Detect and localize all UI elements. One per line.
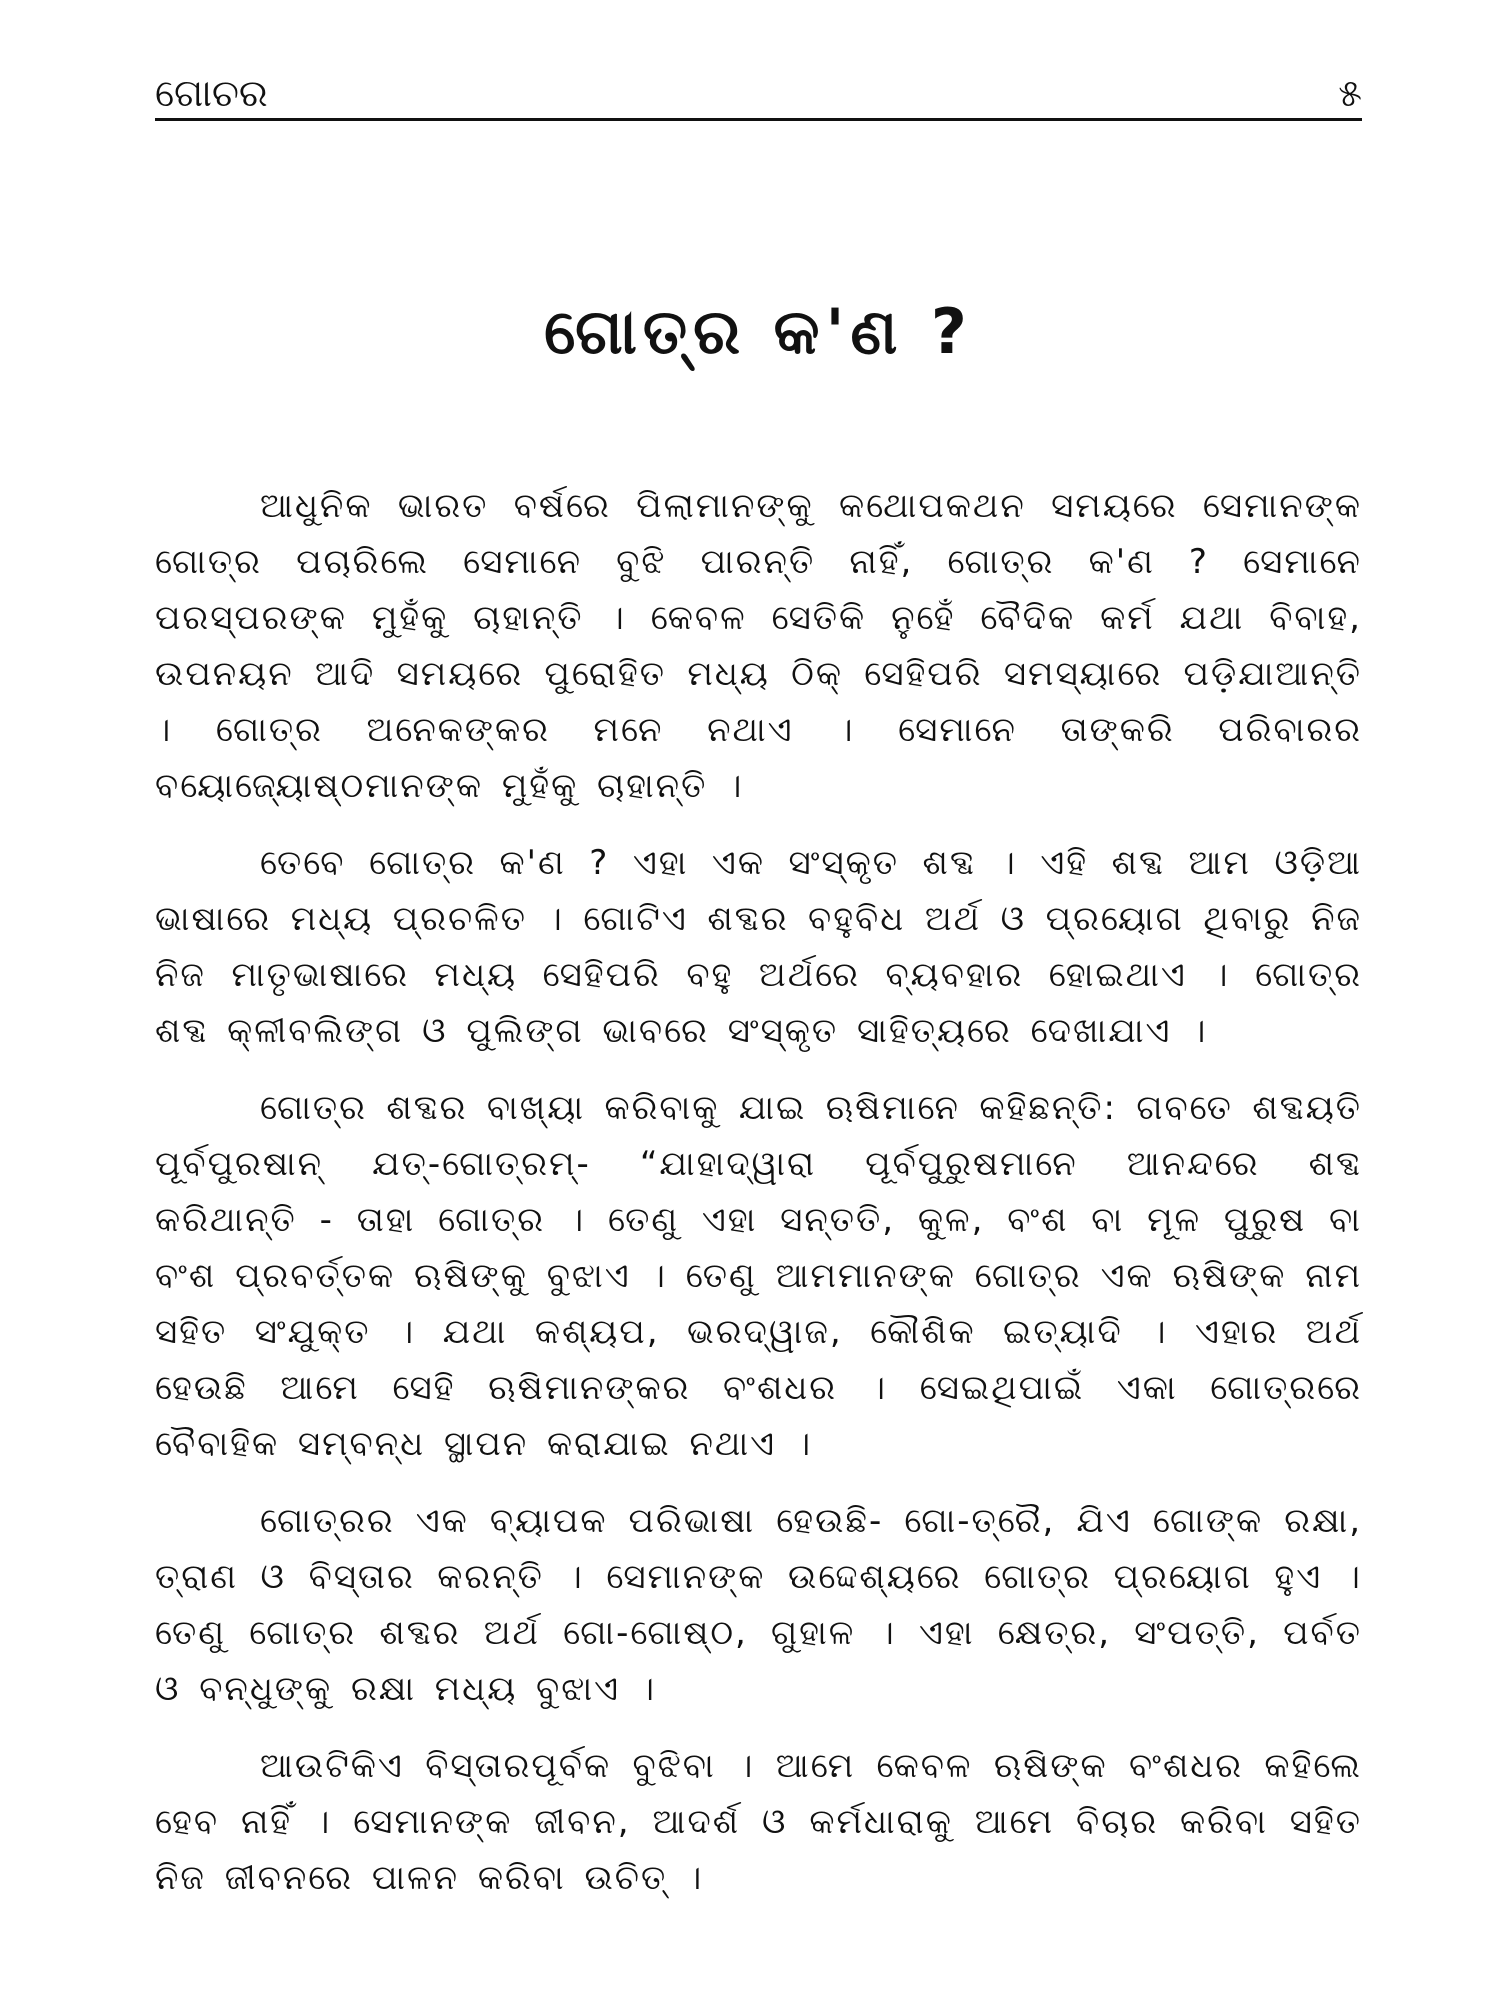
page-number: ୫	[1338, 71, 1362, 115]
chapter-title: ଗୋତ୍ର କ'ଣ ?	[544, 295, 973, 368]
paragraph-5: ଆଉଟିକିଏ ବିସ୍ତାରପୂର୍ବକ ବୁଝିବା । ଆମେ କେବଳ ଋଷିଙ୍କ ବଂଶଧର କହିଲେ ହେବ ନାହିଁ । ସେମାନଙ୍କ ଜୀବନ, ଆଦର୍ଶ ଓ କର୍ମଧାରାକୁ ଆମେ ବିଚାର କରିବା ସହିତ ନିଜ ଜୀବନରେ ପାଳନ କରିବା ଉଚିତ୍ ।	[155, 1746, 1362, 1898]
body-text	[155, 478, 1362, 1958]
paragraph-2: ତେବେ ଗୋତ୍ର କ'ଣ ? ଏହା ଏକ ସଂସ୍କୃତ ଶବ୍ଦ । ଏହି ଶବ୍ଦ ଆମ ଓଡ଼ିଆ ଭାଷାରେ ମଧ୍ୟ ପ୍ରଚଳିତ । ଗୋଟିଏ ଶବ୍ଦର ବହୁବିଧ ଅର୍ଥ ଓ ପ୍ରୟୋଗ ଥିବାରୁ ନିଜ ନିଜ ମାତୃଭାଷାରେ ମଧ୍ୟ ସେହିପରି ବହୁ ଅର୍ଥରେ ବ୍ୟବହାର ହୋଇଥାଏ । ଗୋତ୍ର ଶବ୍ଦ କ୍ଳୀବଲିଙ୍ଗ ଓ ପୁଲିଙ୍ଗ ଭାବରେ ସଂସ୍କୃତ ସାହିତ୍ୟରେ ଦେଖାଯାଏ ।	[155, 843, 1362, 1051]
paragraph-1: ଆଧୁନିକ ଭାରତ ବର୍ଷରେ ପିଲାମାନଙ୍କୁ କଥୋପକଥନ ସମୟରେ ସେମାନଙ୍କ ଗୋତ୍ର ପଚାରିଲେ ସେମାନେ ବୁଝି ପାରନ୍ତି ନାହିଁ, ଗୋତ୍ର କ'ଣ ? ସେମାନେ ପରସ୍ପରଙ୍କ ମୁହଁକୁ ଚାହାନ୍ତି । କେବଳ ସେତିକି ନୁହେଁ ବୈଦିକ କର୍ମ ଯଥା ବିବାହ, ଉପନୟନ ଆଦି ସମୟରେ ପୁରୋହିତ ମଧ୍ୟ ଠିକ୍ ସେହିପରି ସମସ୍ୟାରେ ପଡ଼ିଯାଆନ୍ତି । ଗୋତ୍ର ଅନେକଙ୍କର ମନେ ନଥାଏ । ସେମାନେ ତାଙ୍କରି ପରିବାରର ବୟୋଜ୍ୟୋଷ୍ଠମାନଙ୍କ ମୁହଁକୁ ଚାହାନ୍ତି ।	[155, 486, 1362, 806]
paragraph-4: ଗୋତ୍ରର ଏକ ବ୍ୟାପକ ପରିଭାଷା ହେଉଛି- ଗୋ-ତ୍ରୈ, ଯିଏ ଗୋଙ୍କ ରକ୍ଷା, ତ୍ରାଣ ଓ ବିସ୍ତାର କରନ୍ତି । ସେମାନଙ୍କ ଉଦ୍ଦେଶ୍ୟରେ ଗୋତ୍ର ପ୍ରୟୋଗ ହୁଏ । ତେଣୁ ଗୋତ୍ର ଶବ୍ଦର ଅର୍ଥ ଗୋ-ଗୋଷ୍ଠ, ଗୁହାଳ । ଏହା କ୍ଷେତ୍ର, ସଂପତ୍ତି, ପର୍ବତ ଓ ବନ୍ଧୁଙ୍କୁ ରକ୍ଷା ମଧ୍ୟ ବୁଝାଏ ।	[155, 1501, 1362, 1709]
running-title: ଗୋଚର	[155, 71, 268, 115]
header-rule	[155, 118, 1362, 121]
paragraph-3: ଗୋତ୍ର ଶବ୍ଦର ବାଖ୍ୟା କରିବାକୁ ଯାଇ ଋଷିମାନେ କହିଛନ୍ତି: ଗବତେ ଶବ୍ଦୟତି ପୂର୍ବପୁରଷାନ୍ ଯତ୍-ଗୋତ୍ରମ୍- “ଯାହାଦ୍ୱାରା ପୂର୍ବପୁରୁଷମାନେ ଆନନ୍ଦରେ ଶବ୍ଦ କରିଥାନ୍ତି - ତାହା ଗୋତ୍ର । ତେଣୁ ଏହା ସନ୍ତତି, କୁଳ, ବଂଶ ବା ମୂଳ ପୁରୁଷ ବା ବଂଶ ପ୍ରବର୍ତ୍ତକ ଋଷିଙ୍କୁ ବୁଝାଏ । ତେଣୁ ଆମମାନଙ୍କ ଗୋତ୍ର ଏକ ଋଷିଙ୍କ ନାମ ସହିତ ସଂଯୁକ୍ତ । ଯଥା କଶ୍ୟପ, ଭରଦ୍ୱାଜ, କୌଶିକ ଇତ୍ୟାଦି । ଏହାର ଅର୍ଥ ହେଉଛି ଆମେ ସେହି ଋଷିମାନଙ୍କର ବଂଶଧର । ସେଇଥିପାଇଁ ଏକା ଗୋତ୍ରରେ ବୈବାହିକ ସମ୍ବନ୍ଧ ସ୍ଥାପନ କରାଯାଇ ନଥାଏ ।	[155, 1088, 1362, 1464]
running-header	[155, 70, 1362, 116]
